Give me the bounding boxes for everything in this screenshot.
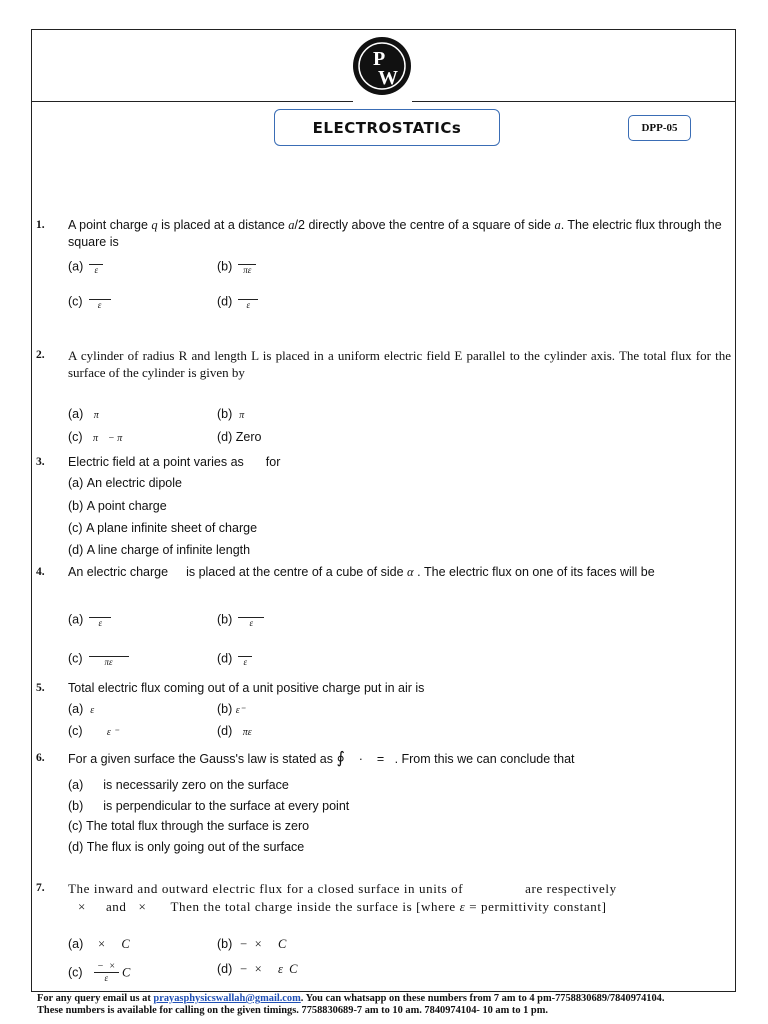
header-rule-right [412, 101, 736, 102]
question-text: An electric charge is placed at the centre of a cube of side α . The electric flux on one of its faces will be [68, 565, 655, 579]
option-c[interactable]: (c) $\frac{- \times}{\varepsilon}$ C [68, 961, 131, 983]
option-c[interactable]: (c) ε ⁻ [68, 724, 119, 738]
option-a[interactable]: (a) is necessarily zero on the surface [68, 778, 289, 792]
header-rule-left [31, 101, 353, 102]
question-number: 4. [36, 566, 45, 578]
option-d[interactable]: (d) Zero [217, 430, 262, 444]
option-c[interactable]: (c) The total flux through the surface is zero [68, 819, 310, 833]
question-text: For a given surface the Gauss's law is stated as ∮ · = . From this we can conclude that [68, 750, 575, 767]
option-a[interactable]: (a) ε [68, 702, 95, 716]
option-d[interactable]: (d) ε [217, 650, 252, 668]
option-a[interactable]: (a) × C [68, 937, 130, 951]
option-b[interactable]: (b) π [217, 407, 245, 421]
option-a[interactable]: (a) ε [68, 258, 103, 276]
option-a[interactable]: (a) π [68, 407, 99, 421]
question-number: 1. [36, 219, 45, 231]
logo-w: W [378, 67, 398, 89]
question-number: 3. [36, 456, 45, 468]
question-number: 2. [36, 349, 45, 361]
option-c[interactable]: (c) ε [68, 293, 111, 311]
title-text: ELECTROSTATICs [312, 118, 462, 137]
option-b[interactable]: (b) A point charge [68, 499, 167, 513]
option-a[interactable]: (a) ε [68, 611, 111, 629]
option-c[interactable]: (c) π − π [68, 430, 123, 444]
pw-logo [352, 36, 412, 96]
option-b[interactable]: (b) ε [217, 611, 264, 629]
footer-line-2: These numbers is available for calling on the given timings. 7758830689-7 am to 10 am. 7840974104- 10 am to 1 pm. [37, 1005, 548, 1016]
question-text: Total electric flux coming out of a unit positive charge put in air is [68, 681, 425, 695]
option-a[interactable]: (a) An electric dipole [68, 476, 182, 490]
page-title [274, 109, 500, 146]
question-text: Electric field at a point varies as for [68, 455, 281, 469]
option-d[interactable]: (d) ε [217, 293, 258, 311]
option-b[interactable]: (b) ε⁻ [217, 702, 245, 716]
email-link[interactable]: prayasphysicswallah@gmail.com [153, 993, 301, 1004]
option-b[interactable]: (b) is perpendicular to the surface at every point [68, 799, 350, 813]
option-d[interactable]: (d) πε [217, 724, 252, 738]
dpp-badge [628, 115, 691, 141]
option-b[interactable]: (b) πε [217, 258, 256, 276]
option-c[interactable]: (c) A plane infinite sheet of charge [68, 521, 258, 535]
question-text: A cylinder of radius R and length L is placed in a uniform electric field E parallel to the cylinder axis. The total flux for the surface of the cylinder is given by [68, 348, 731, 380]
question-line-1: The inward and outward electric flux for a closed surface in units of are respectively [68, 881, 617, 896]
question-number: 6. [36, 752, 45, 764]
question-line-2: × and × Then the total charge inside the surface is [where ε = permittivity constant] [78, 899, 607, 914]
footer-contact [37, 993, 737, 1017]
option-d[interactable]: (d) The flux is only going out of the surface [68, 840, 305, 854]
option-d[interactable]: (d) − × ε C [217, 962, 298, 976]
question-text: A point charge q is placed at a distance a/2 directly above the centre of a square of side a. The electric flux through the square is [68, 218, 722, 249]
footer-line-1: For any query email us at prayasphysicswallah@gmail.com. You can whatsapp on these numbers from 7 am to 4 pm-7758830689/7840974104. [37, 993, 665, 1004]
logo-p: P [373, 48, 386, 70]
dpp-text: DPP-05 [641, 122, 678, 134]
option-d[interactable]: (d) A line charge of infinite length [68, 543, 251, 557]
question-number: 7. [36, 882, 45, 894]
option-c[interactable]: (c) πε [68, 650, 129, 668]
question-number: 5. [36, 682, 45, 694]
option-b[interactable]: (b) − × C [217, 937, 287, 951]
